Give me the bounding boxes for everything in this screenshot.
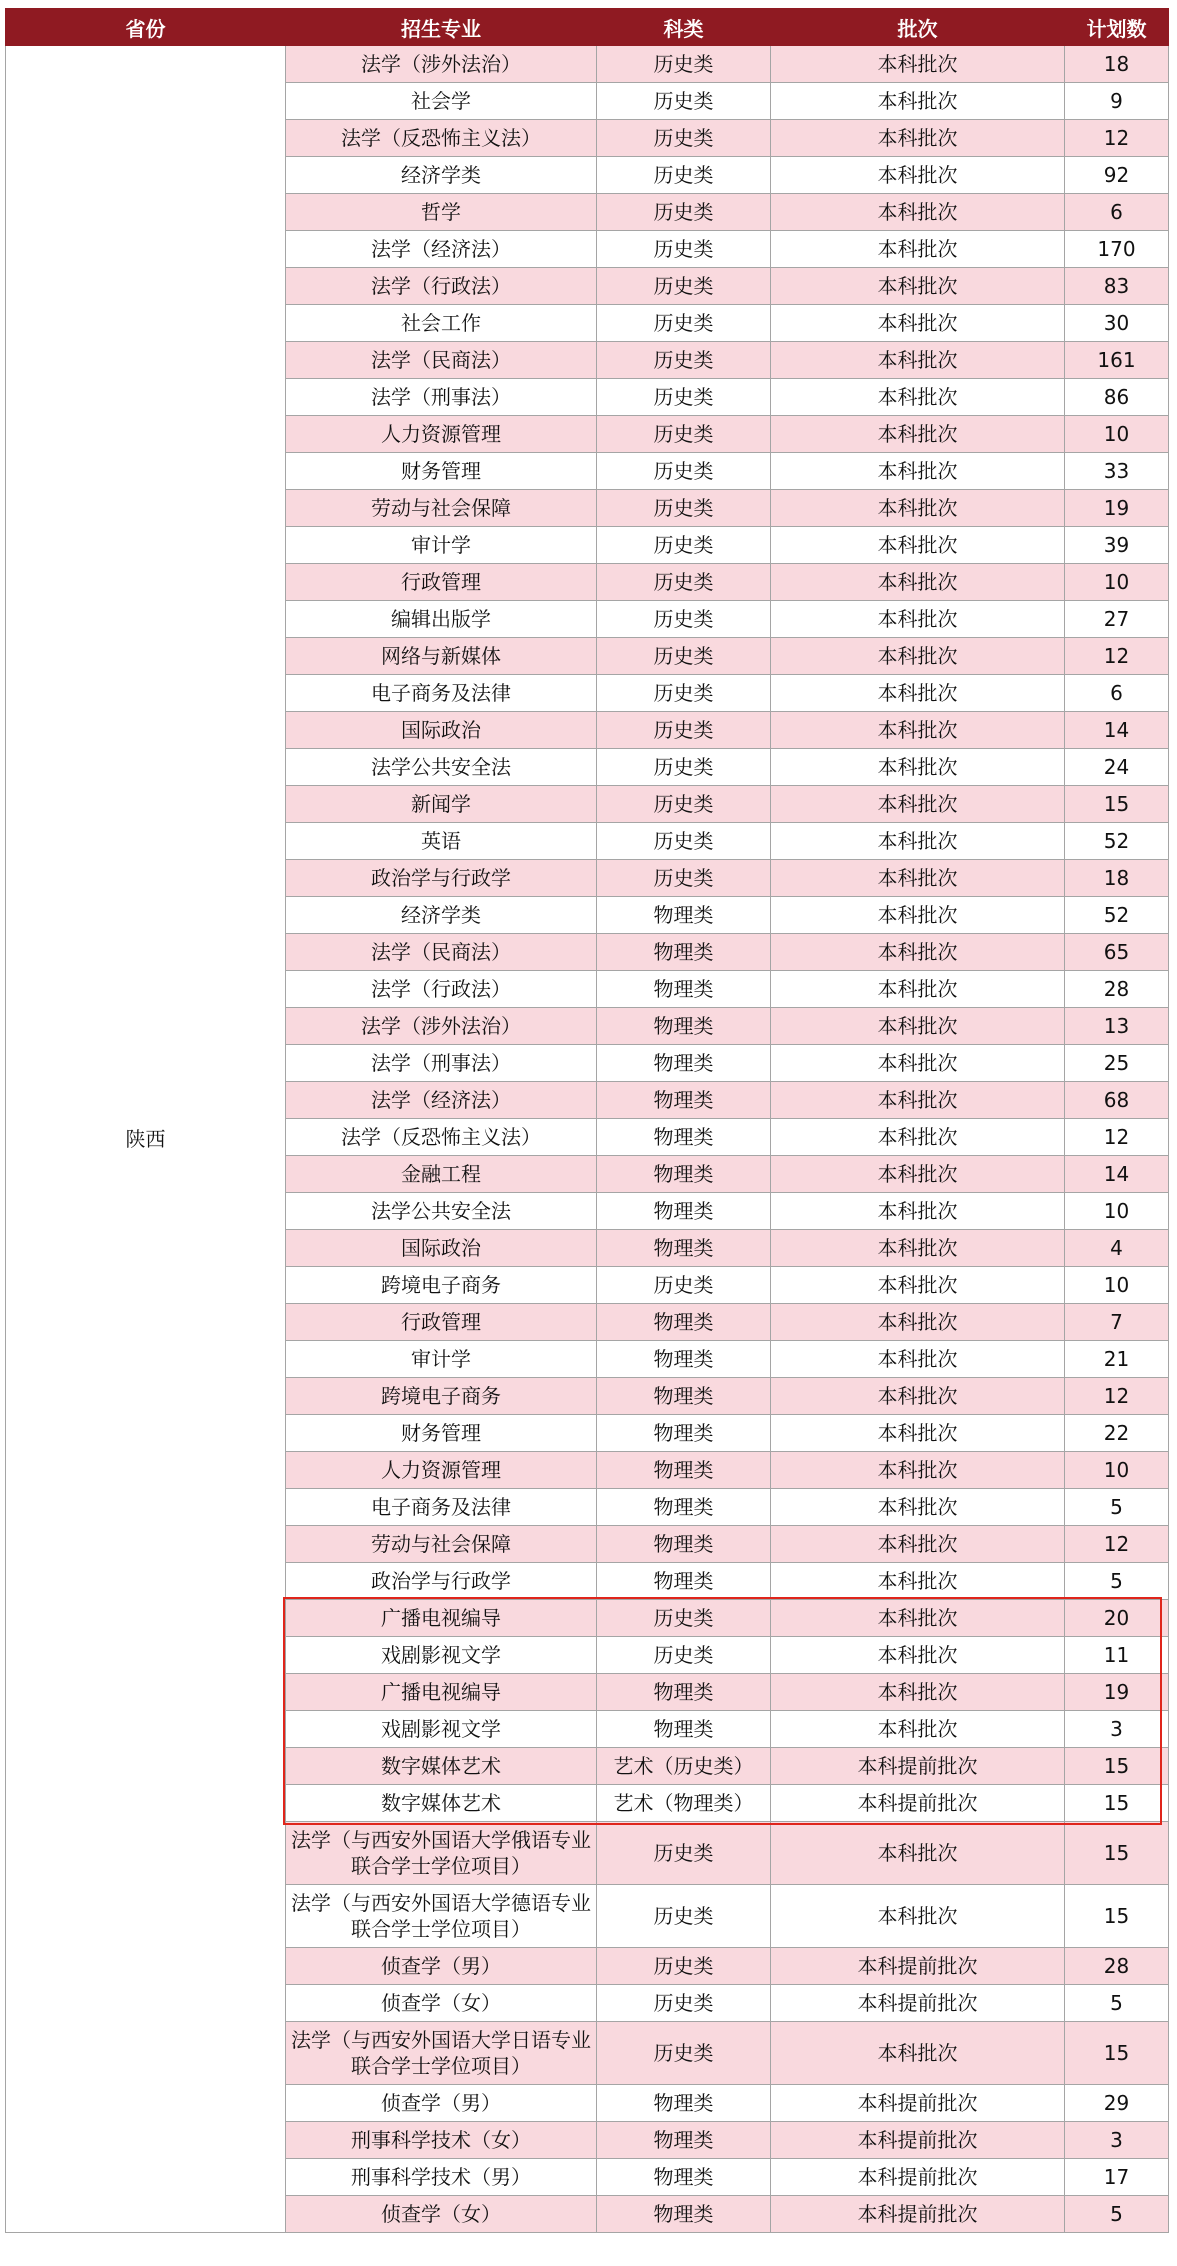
plan-count-cell: 18 — [1065, 860, 1169, 897]
category-cell: 历史类 — [597, 1267, 771, 1304]
batch-cell: 本科批次 — [771, 1156, 1065, 1193]
major-cell: 广播电视编导 — [286, 1674, 597, 1711]
category-cell: 物理类 — [597, 1119, 771, 1156]
major-cell: 法学（行政法） — [286, 268, 597, 305]
major-cell: 法学（刑事法） — [286, 1045, 597, 1082]
category-cell: 艺术（历史类） — [597, 1748, 771, 1785]
plan-count-cell: 39 — [1065, 527, 1169, 564]
plan-count-cell: 4 — [1065, 1230, 1169, 1267]
major-cell: 侦查学（男） — [286, 1948, 597, 1985]
batch-cell: 本科提前批次 — [771, 1748, 1065, 1785]
major-cell: 法学（反恐怖主义法） — [286, 120, 597, 157]
category-cell: 历史类 — [597, 601, 771, 638]
plan-count-cell: 12 — [1065, 1526, 1169, 1563]
plan-count-cell: 65 — [1065, 934, 1169, 971]
batch-cell: 本科批次 — [771, 971, 1065, 1008]
major-cell: 法学（民商法） — [286, 342, 597, 379]
batch-cell: 本科批次 — [771, 83, 1065, 120]
batch-cell: 本科批次 — [771, 46, 1065, 83]
batch-cell: 本科批次 — [771, 1341, 1065, 1378]
plan-count-cell: 10 — [1065, 1193, 1169, 1230]
major-cell: 人力资源管理 — [286, 1452, 597, 1489]
major-cell: 法学公共安全法 — [286, 1193, 597, 1230]
plan-count-cell: 10 — [1065, 1452, 1169, 1489]
plan-count-cell: 30 — [1065, 305, 1169, 342]
plan-count-cell: 15 — [1065, 1885, 1169, 1948]
category-cell: 物理类 — [597, 1526, 771, 1563]
plan-count-cell: 83 — [1065, 268, 1169, 305]
plan-count-cell: 10 — [1065, 416, 1169, 453]
batch-cell: 本科批次 — [771, 305, 1065, 342]
batch-cell: 本科批次 — [771, 416, 1065, 453]
plan-count-cell: 12 — [1065, 120, 1169, 157]
plan-count-cell: 13 — [1065, 1008, 1169, 1045]
category-cell: 历史类 — [597, 416, 771, 453]
category-cell: 历史类 — [597, 83, 771, 120]
major-cell: 劳动与社会保障 — [286, 1526, 597, 1563]
table-body — [6, 46, 1169, 2233]
plan-count-cell: 17 — [1065, 2159, 1169, 2196]
category-cell: 物理类 — [597, 2196, 771, 2233]
plan-count-cell: 10 — [1065, 1267, 1169, 1304]
batch-cell: 本科批次 — [771, 1674, 1065, 1711]
category-cell: 历史类 — [597, 268, 771, 305]
plan-count-cell: 6 — [1065, 675, 1169, 712]
batch-cell: 本科批次 — [771, 1119, 1065, 1156]
category-cell: 历史类 — [597, 860, 771, 897]
major-cell: 经济学类 — [286, 157, 597, 194]
category-cell: 物理类 — [597, 2122, 771, 2159]
batch-cell: 本科批次 — [771, 1885, 1065, 1948]
plan-count-cell: 19 — [1065, 1674, 1169, 1711]
batch-cell: 本科批次 — [771, 1526, 1065, 1563]
category-cell: 历史类 — [597, 46, 771, 83]
major-cell: 行政管理 — [286, 564, 597, 601]
major-cell: 刑事科学技术（女） — [286, 2122, 597, 2159]
batch-cell: 本科批次 — [771, 342, 1065, 379]
header-batch: 批次 — [771, 9, 1065, 46]
batch-cell: 本科提前批次 — [771, 2085, 1065, 2122]
plan-count-cell: 68 — [1065, 1082, 1169, 1119]
major-cell: 法学（刑事法） — [286, 379, 597, 416]
plan-count-cell: 15 — [1065, 786, 1169, 823]
major-cell: 跨境电子商务 — [286, 1378, 597, 1415]
category-cell: 历史类 — [597, 1822, 771, 1885]
batch-cell: 本科批次 — [771, 934, 1065, 971]
major-cell: 戏剧影视文学 — [286, 1637, 597, 1674]
plan-count-cell: 92 — [1065, 157, 1169, 194]
category-cell: 历史类 — [597, 823, 771, 860]
plan-count-cell: 28 — [1065, 971, 1169, 1008]
batch-cell: 本科批次 — [771, 1304, 1065, 1341]
major-cell: 法学（经济法） — [286, 1082, 597, 1119]
category-cell: 物理类 — [597, 1563, 771, 1600]
major-cell: 法学（经济法） — [286, 231, 597, 268]
plan-count-cell: 19 — [1065, 490, 1169, 527]
batch-cell: 本科批次 — [771, 564, 1065, 601]
batch-cell: 本科批次 — [771, 1637, 1065, 1674]
category-cell: 物理类 — [597, 1452, 771, 1489]
major-cell: 广播电视编导 — [286, 1600, 597, 1637]
plan-count-cell: 15 — [1065, 1748, 1169, 1785]
category-cell: 历史类 — [597, 1637, 771, 1674]
major-cell: 哲学 — [286, 194, 597, 231]
batch-cell: 本科批次 — [771, 1230, 1065, 1267]
batch-cell: 本科批次 — [771, 1563, 1065, 1600]
major-cell: 法学（涉外法治） — [286, 1008, 597, 1045]
header-major: 招生专业 — [286, 9, 597, 46]
admission-plan-table — [5, 8, 1169, 2233]
batch-cell: 本科批次 — [771, 490, 1065, 527]
batch-cell: 本科批次 — [771, 157, 1065, 194]
table-header-row — [6, 9, 1169, 46]
batch-cell: 本科批次 — [771, 120, 1065, 157]
table-row — [6, 46, 1169, 83]
batch-cell: 本科批次 — [771, 453, 1065, 490]
batch-cell: 本科批次 — [771, 231, 1065, 268]
major-cell: 戏剧影视文学 — [286, 1711, 597, 1748]
batch-cell: 本科批次 — [771, 675, 1065, 712]
plan-count-cell: 14 — [1065, 712, 1169, 749]
major-cell: 英语 — [286, 823, 597, 860]
header-category: 科类 — [597, 9, 771, 46]
batch-cell: 本科批次 — [771, 268, 1065, 305]
major-cell: 社会学 — [286, 83, 597, 120]
plan-count-cell: 161 — [1065, 342, 1169, 379]
category-cell: 历史类 — [597, 1600, 771, 1637]
category-cell: 历史类 — [597, 638, 771, 675]
plan-count-cell: 11 — [1065, 1637, 1169, 1674]
category-cell: 历史类 — [597, 527, 771, 564]
batch-cell: 本科批次 — [771, 1452, 1065, 1489]
batch-cell: 本科批次 — [771, 601, 1065, 638]
major-cell: 政治学与行政学 — [286, 860, 597, 897]
major-cell: 新闻学 — [286, 786, 597, 823]
batch-cell: 本科批次 — [771, 1415, 1065, 1452]
major-cell: 刑事科学技术（男） — [286, 2159, 597, 2196]
admission-plan-table-wrapper — [5, 8, 1168, 2233]
major-cell: 财务管理 — [286, 1415, 597, 1452]
batch-cell: 本科批次 — [771, 379, 1065, 416]
plan-count-cell: 5 — [1065, 2196, 1169, 2233]
category-cell: 历史类 — [597, 1985, 771, 2022]
major-cell: 财务管理 — [286, 453, 597, 490]
category-cell: 历史类 — [597, 1948, 771, 1985]
major-cell: 数字媒体艺术 — [286, 1748, 597, 1785]
plan-count-cell: 170 — [1065, 231, 1169, 268]
major-cell: 数字媒体艺术 — [286, 1785, 597, 1822]
batch-cell: 本科批次 — [771, 1489, 1065, 1526]
category-cell: 物理类 — [597, 1304, 771, 1341]
batch-cell: 本科提前批次 — [771, 1785, 1065, 1822]
major-cell: 侦查学（女） — [286, 2196, 597, 2233]
plan-count-cell: 3 — [1065, 1711, 1169, 1748]
header-province: 省份 — [6, 9, 286, 46]
category-cell: 历史类 — [597, 120, 771, 157]
category-cell: 历史类 — [597, 490, 771, 527]
major-cell: 编辑出版学 — [286, 601, 597, 638]
batch-cell: 本科批次 — [771, 1378, 1065, 1415]
batch-cell: 本科批次 — [771, 1193, 1065, 1230]
batch-cell: 本科批次 — [771, 1267, 1065, 1304]
plan-count-cell: 52 — [1065, 823, 1169, 860]
major-cell: 法学（与西安外国语大学德语专业联合学士学位项目） — [286, 1885, 597, 1948]
province-cell: 陕西 — [6, 46, 286, 2233]
category-cell: 历史类 — [597, 712, 771, 749]
category-cell: 物理类 — [597, 2159, 771, 2196]
major-cell: 政治学与行政学 — [286, 1563, 597, 1600]
plan-count-cell: 10 — [1065, 564, 1169, 601]
category-cell: 物理类 — [597, 1489, 771, 1526]
major-cell: 法学（民商法） — [286, 934, 597, 971]
major-cell: 社会工作 — [286, 305, 597, 342]
plan-count-cell: 15 — [1065, 1822, 1169, 1885]
category-cell: 物理类 — [597, 1230, 771, 1267]
plan-count-cell: 15 — [1065, 2022, 1169, 2085]
category-cell: 历史类 — [597, 305, 771, 342]
plan-count-cell: 5 — [1065, 1563, 1169, 1600]
batch-cell: 本科批次 — [771, 712, 1065, 749]
plan-count-cell: 12 — [1065, 1119, 1169, 1156]
plan-count-cell: 86 — [1065, 379, 1169, 416]
batch-cell: 本科批次 — [771, 1600, 1065, 1637]
plan-count-cell: 20 — [1065, 1600, 1169, 1637]
batch-cell: 本科提前批次 — [771, 2122, 1065, 2159]
category-cell: 历史类 — [597, 786, 771, 823]
batch-cell: 本科批次 — [771, 786, 1065, 823]
category-cell: 历史类 — [597, 453, 771, 490]
plan-count-cell: 5 — [1065, 1985, 1169, 2022]
category-cell: 物理类 — [597, 1193, 771, 1230]
category-cell: 历史类 — [597, 564, 771, 601]
category-cell: 历史类 — [597, 675, 771, 712]
major-cell: 法学（反恐怖主义法） — [286, 1119, 597, 1156]
category-cell: 历史类 — [597, 379, 771, 416]
category-cell: 物理类 — [597, 1674, 771, 1711]
batch-cell: 本科批次 — [771, 1822, 1065, 1885]
category-cell: 物理类 — [597, 1341, 771, 1378]
category-cell: 物理类 — [597, 2085, 771, 2122]
plan-count-cell: 18 — [1065, 46, 1169, 83]
plan-count-cell: 52 — [1065, 897, 1169, 934]
category-cell: 物理类 — [597, 1415, 771, 1452]
category-cell: 物理类 — [597, 1711, 771, 1748]
batch-cell: 本科批次 — [771, 749, 1065, 786]
category-cell: 物理类 — [597, 971, 771, 1008]
plan-count-cell: 9 — [1065, 83, 1169, 120]
category-cell: 物理类 — [597, 1082, 771, 1119]
plan-count-cell: 25 — [1065, 1045, 1169, 1082]
major-cell: 国际政治 — [286, 712, 597, 749]
plan-count-cell: 3 — [1065, 2122, 1169, 2159]
category-cell: 历史类 — [597, 2022, 771, 2085]
category-cell: 历史类 — [597, 194, 771, 231]
category-cell: 物理类 — [597, 1378, 771, 1415]
category-cell: 物理类 — [597, 897, 771, 934]
category-cell: 物理类 — [597, 1156, 771, 1193]
major-cell: 劳动与社会保障 — [286, 490, 597, 527]
batch-cell: 本科批次 — [771, 1082, 1065, 1119]
plan-count-cell: 33 — [1065, 453, 1169, 490]
batch-cell: 本科批次 — [771, 1045, 1065, 1082]
major-cell: 法学（行政法） — [286, 971, 597, 1008]
major-cell: 金融工程 — [286, 1156, 597, 1193]
major-cell: 法学（涉外法治） — [286, 46, 597, 83]
category-cell: 历史类 — [597, 749, 771, 786]
category-cell: 艺术（物理类） — [597, 1785, 771, 1822]
batch-cell: 本科批次 — [771, 860, 1065, 897]
plan-count-cell: 21 — [1065, 1341, 1169, 1378]
major-cell: 侦查学（男） — [286, 2085, 597, 2122]
plan-count-cell: 7 — [1065, 1304, 1169, 1341]
major-cell: 人力资源管理 — [286, 416, 597, 453]
category-cell: 历史类 — [597, 231, 771, 268]
batch-cell: 本科批次 — [771, 194, 1065, 231]
batch-cell: 本科提前批次 — [771, 2196, 1065, 2233]
batch-cell: 本科批次 — [771, 1008, 1065, 1045]
batch-cell: 本科批次 — [771, 1711, 1065, 1748]
plan-count-cell: 22 — [1065, 1415, 1169, 1452]
major-cell: 电子商务及法律 — [286, 1489, 597, 1526]
plan-count-cell: 12 — [1065, 638, 1169, 675]
category-cell: 历史类 — [597, 157, 771, 194]
major-cell: 电子商务及法律 — [286, 675, 597, 712]
plan-count-cell: 28 — [1065, 1948, 1169, 1985]
category-cell: 历史类 — [597, 342, 771, 379]
major-cell: 法学（与西安外国语大学俄语专业联合学士学位项目） — [286, 1822, 597, 1885]
plan-count-cell: 27 — [1065, 601, 1169, 638]
major-cell: 法学公共安全法 — [286, 749, 597, 786]
category-cell: 物理类 — [597, 934, 771, 971]
batch-cell: 本科批次 — [771, 638, 1065, 675]
major-cell: 法学（与西安外国语大学日语专业联合学士学位项目） — [286, 2022, 597, 2085]
batch-cell: 本科提前批次 — [771, 2159, 1065, 2196]
major-cell: 行政管理 — [286, 1304, 597, 1341]
plan-count-cell: 5 — [1065, 1489, 1169, 1526]
category-cell: 物理类 — [597, 1045, 771, 1082]
category-cell: 物理类 — [597, 1008, 771, 1045]
plan-count-cell: 12 — [1065, 1378, 1169, 1415]
header-plan-count: 计划数 — [1065, 9, 1169, 46]
major-cell: 审计学 — [286, 527, 597, 564]
major-cell: 侦查学（女） — [286, 1985, 597, 2022]
batch-cell: 本科批次 — [771, 823, 1065, 860]
batch-cell: 本科批次 — [771, 2022, 1065, 2085]
plan-count-cell: 15 — [1065, 1785, 1169, 1822]
batch-cell: 本科提前批次 — [771, 1948, 1065, 1985]
plan-count-cell: 6 — [1065, 194, 1169, 231]
plan-count-cell: 24 — [1065, 749, 1169, 786]
major-cell: 审计学 — [286, 1341, 597, 1378]
major-cell: 经济学类 — [286, 897, 597, 934]
major-cell: 网络与新媒体 — [286, 638, 597, 675]
plan-count-cell: 14 — [1065, 1156, 1169, 1193]
category-cell: 历史类 — [597, 1885, 771, 1948]
major-cell: 跨境电子商务 — [286, 1267, 597, 1304]
batch-cell: 本科提前批次 — [771, 1985, 1065, 2022]
batch-cell: 本科批次 — [771, 897, 1065, 934]
major-cell: 国际政治 — [286, 1230, 597, 1267]
batch-cell: 本科批次 — [771, 527, 1065, 564]
plan-count-cell: 29 — [1065, 2085, 1169, 2122]
